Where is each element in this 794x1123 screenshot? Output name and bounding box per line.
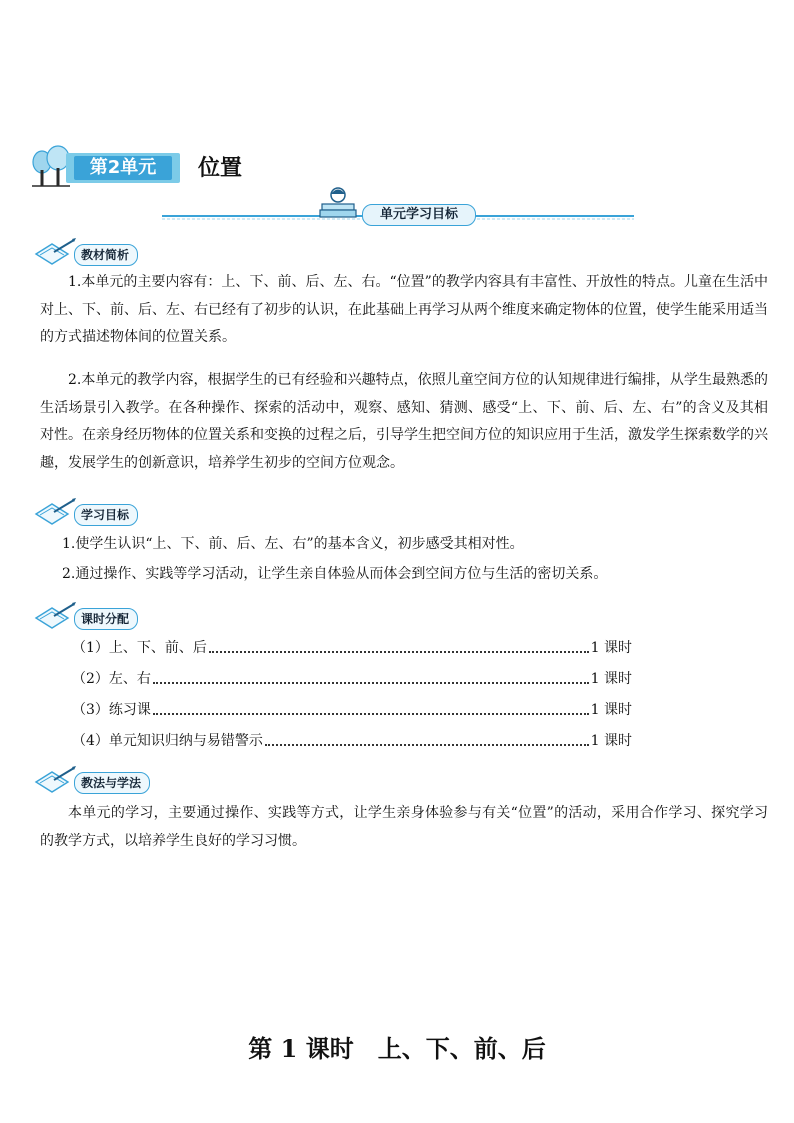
book-pen-icon <box>34 766 78 796</box>
schedule-lesson-name: （3）练习课 <box>72 702 151 718</box>
paragraph: 1.本单元的主要内容有：上、下、前、后、左、右。“位置”的教学内容具有丰富性、开放性的特点。儿童在生活中对上、下、前、后、左、右已经有了初步的认识，在此基础上再学习从两个维度来确定物体的位置，使学生能采用适当的方式描述物体间的位置关系。 <box>40 274 768 345</box>
section-header-schedule <box>34 602 174 632</box>
leader-dots <box>153 674 589 684</box>
goal-item: 1.使学生认识“上、下、前、后、左、右”的基本含义，初步感受其相对性。 <box>62 536 524 552</box>
schedule-hours: 1 课时 <box>590 733 632 749</box>
section-label: 学习目标 <box>74 504 138 526</box>
schedule-row <box>72 668 632 690</box>
section-header-textbook <box>34 238 174 268</box>
book-pen-icon <box>34 602 78 632</box>
banner-label: 单元学习目标 <box>362 204 476 226</box>
unit-badge-label: 第2单元 <box>74 156 172 180</box>
paragraph: 2.本单元的教学内容，根据学生的已有经验和兴趣特点，依照儿童空间方位的认知规律进行编排，从学生最熟悉的生活场景引入教学。在各种操作、探索的活动中，观察、感知、猜测、感受“上、下、前、后、左、右”的含义及其相对性。在亲身经历物体的位置关系和变换的过程之后，引导学生把空间方位的知识应用于生活，激发学生探索数学的兴趣，发展学生的创新意识，培养学生初步的空间方位观念。 <box>40 372 768 471</box>
schedule-row <box>72 637 632 659</box>
student-reading-icon <box>316 186 360 220</box>
section-header-goals <box>34 498 174 528</box>
book-pen-icon <box>34 498 78 528</box>
schedule-hours: 1 课时 <box>590 640 632 656</box>
unit-title: 位置 <box>198 156 243 181</box>
lesson-title: 第 1 课时 上、下、前、后 <box>248 1034 546 1063</box>
section-header-methods <box>34 766 174 796</box>
goal-item: 2.通过操作、实践等学习活动，让学生亲自体验从而体会到空间方位与生活的密切关系。 <box>62 566 608 582</box>
book-pen-icon <box>34 238 78 268</box>
section-label: 教材简析 <box>74 244 138 266</box>
schedule-lesson-name: （2）左、右 <box>72 671 151 687</box>
unit-badge <box>66 153 180 183</box>
schedule-lesson-name: （4）单元知识归纳与易错警示 <box>72 733 263 749</box>
schedule-row <box>72 730 632 752</box>
paragraph: 本单元的学习，主要通过操作、实践等方式，让学生亲身体验参与有关“位置”的活动，采用合作学习、探究学习的教学方式，以培养学生良好的学习习惯。 <box>40 805 768 849</box>
schedule-lesson-name: （1）上、下、前、后 <box>72 640 207 656</box>
leader-dots <box>209 643 589 653</box>
leader-dots <box>153 705 589 715</box>
section-label: 课时分配 <box>74 608 138 630</box>
leader-dots <box>265 736 589 746</box>
schedule-hours: 1 课时 <box>590 702 632 718</box>
schedule-row <box>72 699 632 721</box>
section-label: 教法与学法 <box>74 772 150 794</box>
schedule-hours: 1 课时 <box>590 671 632 687</box>
